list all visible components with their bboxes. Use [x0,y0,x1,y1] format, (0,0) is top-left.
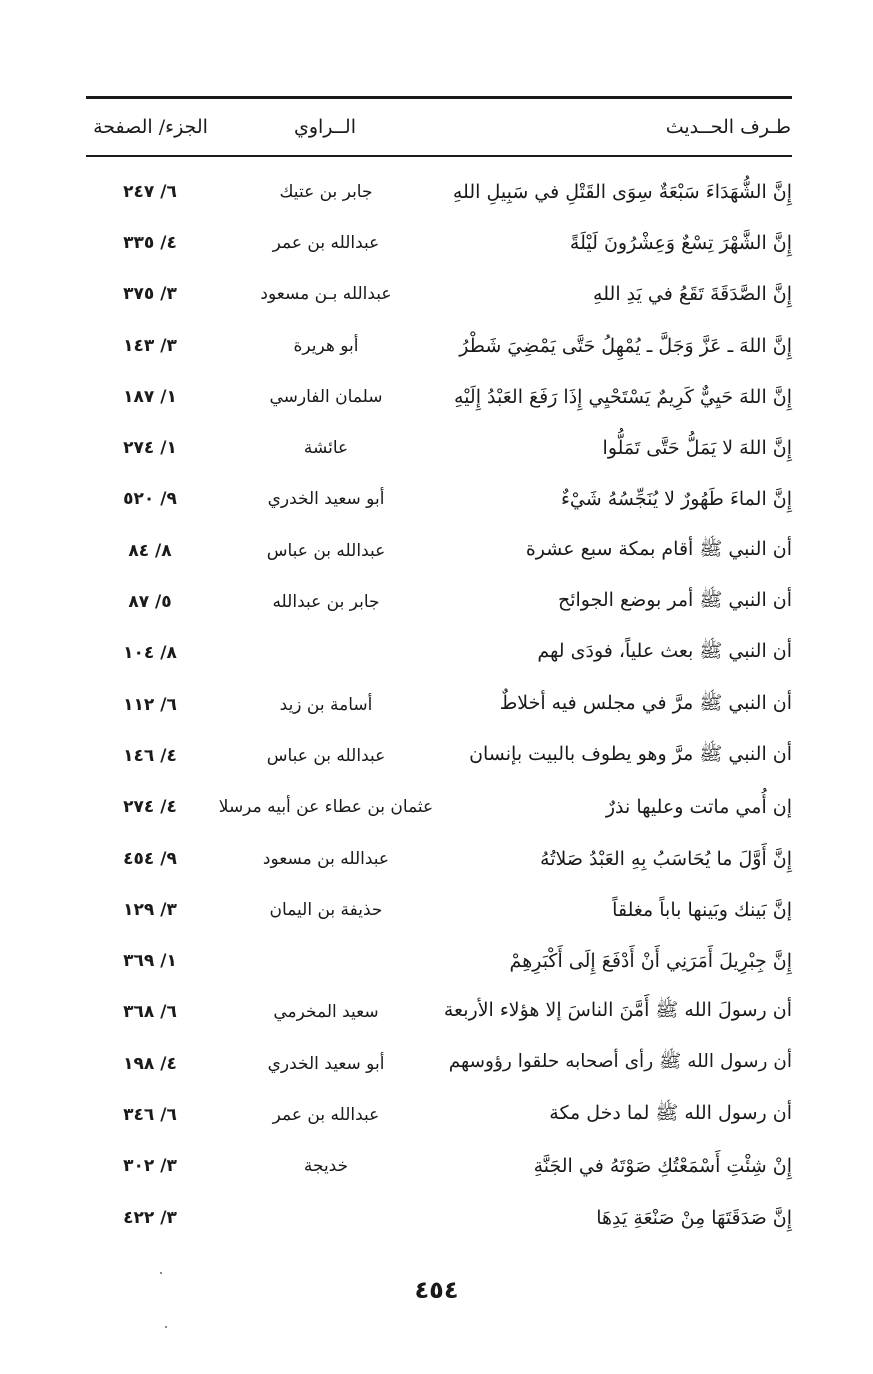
hadith-incipit: إنَّ بَينك وبَينها باباً مغلقاً [612,898,792,921]
hadith-incipit: أن النبي ﷺ أقام بمكة سبع عشرة [525,537,792,560]
scan-speck [165,1326,167,1328]
table-row [86,576,792,627]
narrator: جابر بن عتيك [279,181,373,202]
volume-page-ref: ٦/ ١١٢ [123,694,177,715]
volume-page-ref: ٤/ ١٩٨ [123,1053,177,1074]
table-row [86,1038,792,1089]
narrator: عبدالله بن عباس [266,540,386,561]
index-table [86,166,792,1243]
table-row [86,1089,792,1140]
hadith-incipit: إِنَّ اللهَ ـ عَزَّ وَجَلَّ ـ يُمْهِلُ حَتَّى يَمْضِيَ شَطْرُ [459,334,792,357]
hadith-incipit: إِنَّ اللهَ حَيِيٌّ كَرِيمٌ يَسْتَحْيِي إِذَا رَفَعَ العَبْدُ إِلَيْهِ [454,385,792,408]
table-row [86,782,792,833]
narrator: عبدالله بن عمر [272,1104,380,1125]
narrator: سعيد المخرمي [273,1002,379,1023]
narrator: عبدالله بن مسعود [262,848,390,869]
table-row [86,730,792,781]
table-row [86,679,792,730]
hadith-incipit: أن النبي ﷺ مرَّ وهو يطوف بالبيت بإنسان [469,742,792,765]
volume-page-ref: ١/ ٢٧٤ [123,438,177,459]
hadith-incipit: أن النبي ﷺ مرَّ في مجلس فيه أخلاطٌ [499,691,792,714]
volume-page-ref: ٩/ ٥٢٠ [123,489,177,510]
volume-page-ref: ٩/ ٤٥٤ [123,848,177,869]
hadith-incipit: إِنْ شِئْتِ أَسْمَعْتُكِ صَوْتَهُ في الجَنَّةِ [533,1155,792,1178]
narrator: عبدالله بن عمر [272,232,380,253]
hadith-incipit: إِنَّ الشَّهْرَ تِسْعٌ وَعِشْرُونَ لَيْلَةً [569,231,792,254]
volume-page-ref: ١/ ٣٦٩ [123,951,177,972]
narrator: أبو هريرة [293,335,359,356]
table-row [86,935,792,986]
column-header-volume-page: الجزء/ الصفحة [93,116,208,138]
table-row [86,525,792,576]
table-row [86,987,792,1038]
narrator: عبدالله بن عباس [266,745,386,766]
table-row [86,1192,792,1243]
column-header-narrator: الــراوي [293,116,356,138]
narrator: جابر بن عبدالله [272,592,380,613]
table-row [86,884,792,935]
volume-page-ref: ٦/ ٣٤٦ [123,1104,177,1125]
volume-page-ref: ٥/ ٨٧ [128,592,172,613]
narrator: عائشة [303,438,349,459]
volume-page-ref: ٤/ ٢٧٤ [123,797,177,818]
table-row [86,269,792,320]
narrator: عثمان بن عطاء عن أبيه مرسلا [218,797,434,818]
table-row [86,422,792,473]
table-row [86,371,792,422]
hadith-incipit: إِنَّ أَوَّلَ ما يُحَاسَبُ بِهِ العَبْدُ صَلاتُهُ [540,847,792,870]
narrator: خديجة [303,1156,349,1177]
volume-page-ref: ٣/ ١٢٩ [123,899,177,920]
volume-page-ref: ٣/ ١٤٣ [123,335,177,356]
volume-page-ref: ٨/ ١٠٤ [123,643,177,664]
volume-page-ref: ٨/ ٨٤ [128,540,172,561]
header-rule [86,155,792,157]
table-row [86,166,792,217]
narrator: أسامة بن زيد [279,694,373,715]
hadith-incipit: إِنَّ الماءَ طَهُورٌ لا يُنَجِّسُهُ شَيْءٌ [560,488,792,511]
narrator: أبو سعيد الخدري [267,489,385,510]
hadith-incipit: إِنَّ جِبْرِيلَ أَمَرَنِي أَنْ أَدْفَعَ إِلَى أَكْبَرِهِمْ [509,950,792,973]
table-row [86,833,792,884]
volume-page-ref: ٤/ ٣٣٥ [123,232,177,253]
hadith-incipit: أن رسولَ الله ﷺ أَمَّنَ الناسَ إلا هؤلاء الأربعة [443,999,792,1022]
hadith-incipit: إِنَّ صَدَقَتَهَا مِنْ صَنْعَةِ يَدِهَا [596,1206,792,1229]
table-row [86,474,792,525]
volume-page-ref: ٣/ ٤٢٢ [123,1207,177,1228]
table-row [86,628,792,679]
narrator: سلمان الفارسي [269,386,383,407]
volume-page-ref: ١/ ١٨٧ [123,386,177,407]
hadith-incipit: إِنَّ الصَّدَقَةَ تَقَعُ في يَدِ اللهِ [593,283,792,306]
table-row [86,320,792,371]
page-number: ٤٥٤ [414,1276,459,1304]
volume-page-ref: ٦/ ٢٤٧ [123,181,177,202]
hadith-incipit: أن رسول الله ﷺ لما دخل مكة [549,1101,792,1124]
volume-page-ref: ٦/ ٣٦٨ [123,1002,177,1023]
volume-page-ref: ٣/ ٣٧٥ [123,284,177,305]
scan-speck [160,1272,162,1274]
hadith-incipit: أن رسول الله ﷺ رأى أصحابه حلقوا رؤوسهم [448,1050,792,1072]
column-header-hadith: طـرف الحــديث [665,116,791,138]
table-row [86,1141,792,1192]
hadith-incipit: إِنَّ الشُّهَدَاءَ سَبْعَةٌ سِوَى القَتْلِ في سَبِيلِ اللهِ [452,180,792,203]
hadith-incipit: أن النبي ﷺ بعث علياً، فودَى لهم [537,640,792,663]
hadith-incipit: إن أُمي ماتت وعليها نذرٌ [605,796,792,819]
volume-page-ref: ٤/ ١٤٦ [123,745,177,766]
table-row [86,217,792,268]
hadith-incipit: أن النبي ﷺ أمر بوضع الجوائح [557,589,792,612]
narrator: عبدالله بـن مسعود [260,284,392,305]
narrator: حذيفة بن اليمان [269,899,383,920]
top-rule [86,96,792,99]
volume-page-ref: ٣/ ٣٠٢ [123,1156,177,1177]
narrator: أبو سعيد الخدري [267,1053,385,1074]
hadith-incipit: إِنَّ اللهَ لا يَمَلُّ حَتَّى تَمَلُّوا [602,437,792,460]
